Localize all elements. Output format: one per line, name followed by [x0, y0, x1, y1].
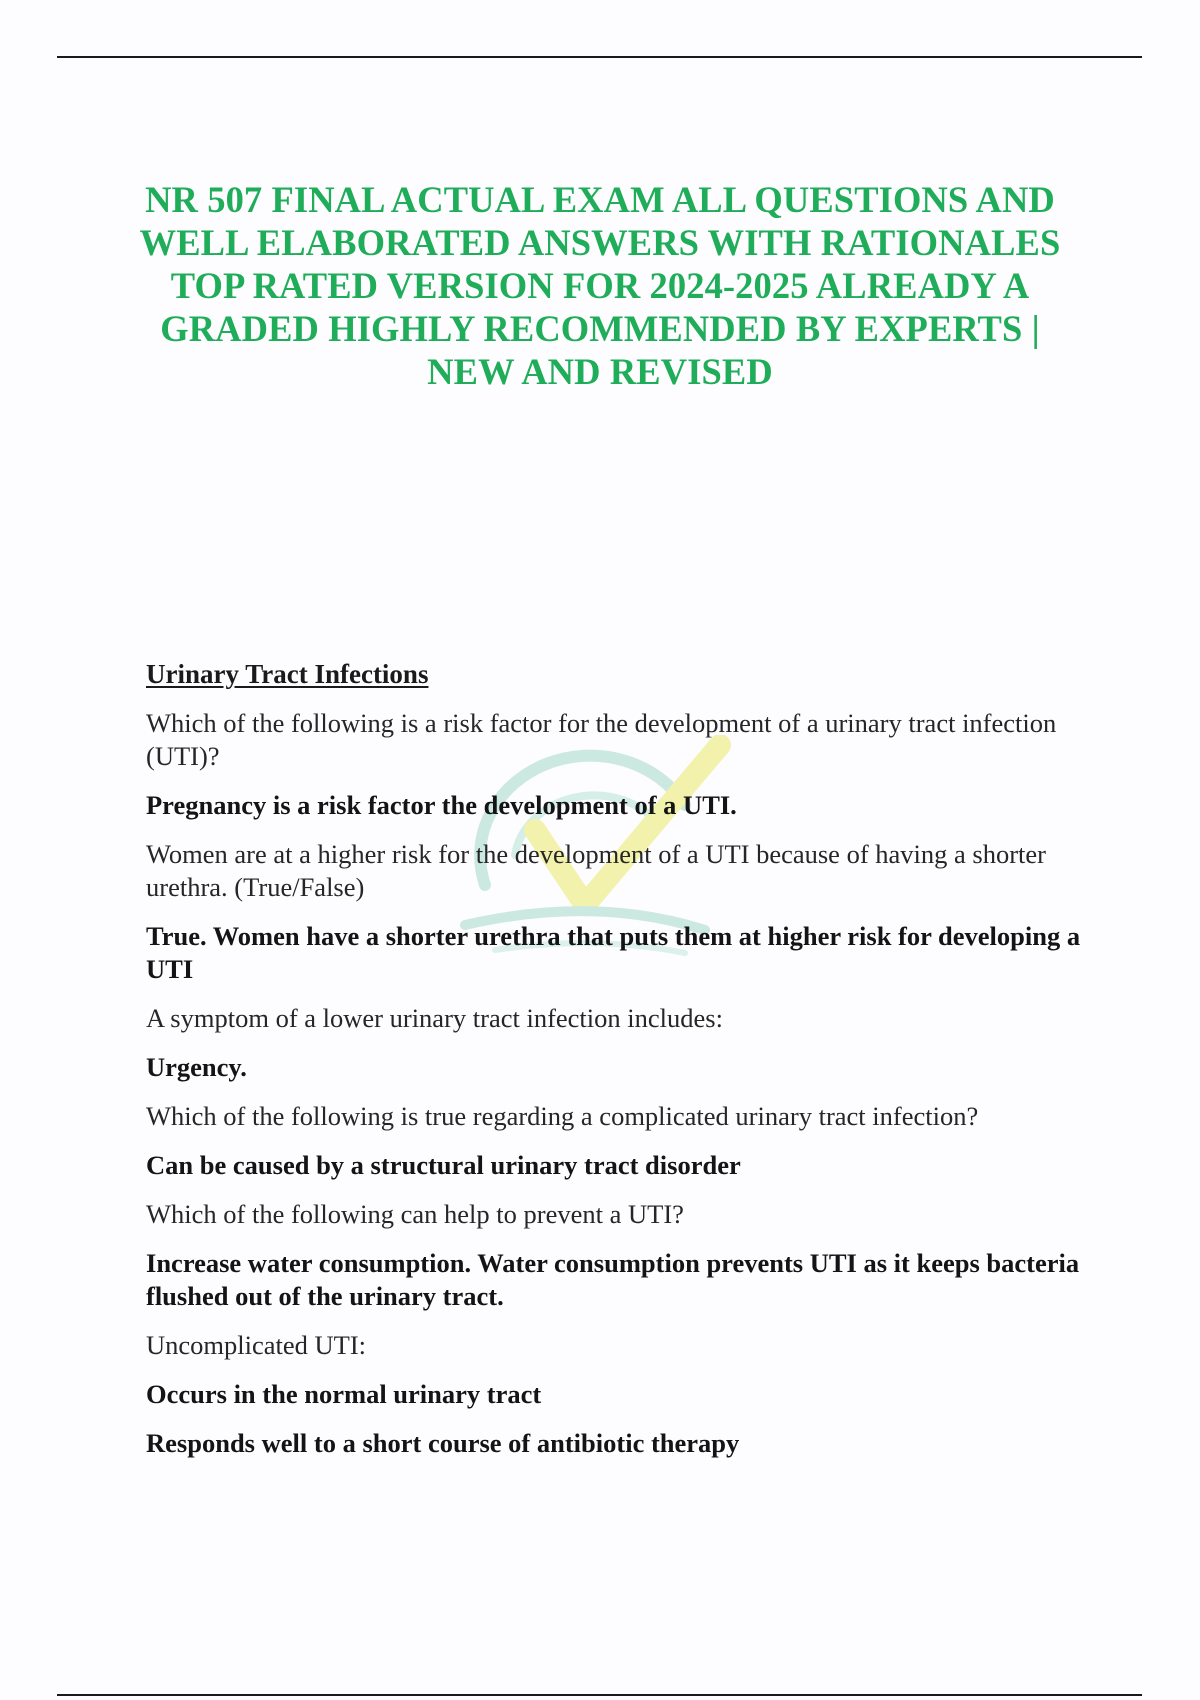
top-rule — [57, 56, 1142, 58]
answer-text: Pregnancy is a risk factor the development of a UTI. — [146, 790, 737, 820]
answer-text: Occurs in the normal urinary tract — [146, 1379, 542, 1409]
answer-text: True. Women have a shorter urethra that puts them at higher risk for developing a UTI — [146, 921, 1081, 984]
question-text: Which of the following is true regarding a complicated urinary tract infection? — [146, 1101, 979, 1131]
question-text: Uncomplicated UTI: — [146, 1330, 367, 1360]
answer-text: Responds well to a short course of antibiotic therapy — [146, 1428, 740, 1458]
question-text: Which of the following can help to prevent a UTI? — [146, 1199, 684, 1229]
document-title: NR 507 FINAL ACTUAL EXAM ALL QUESTIONS AND WELL ELABORATED ANSWERS WITH RATIONALES TOP RATED VERSION FOR 2024-2025 ALREADY A GRADED HIGHLY RECOMMENDED BY EXPERTS | NEW AND REVISED — [139, 179, 1061, 392]
answer-text: Can be caused by a structural urinary tract disorder — [146, 1150, 741, 1180]
question-text: A symptom of a lower urinary tract infection includes: — [146, 1003, 723, 1033]
answer-text: Urgency. — [146, 1052, 247, 1082]
question-text: Which of the following is a risk factor for the development of a urinary tract infection (UTI)? — [146, 708, 1057, 771]
question-text: Women are at a higher risk for the development of a UTI because of having a shorter urethra. (True/False) — [146, 839, 1046, 902]
section-heading: Urinary Tract Infections — [146, 659, 429, 689]
bottom-rule — [57, 1694, 1142, 1696]
answer-text: Increase water consumption. Water consumption prevents UTI as it keeps bacteria flushed out of the urinary tract. — [146, 1248, 1080, 1311]
document-body — [146, 657, 1126, 1476]
